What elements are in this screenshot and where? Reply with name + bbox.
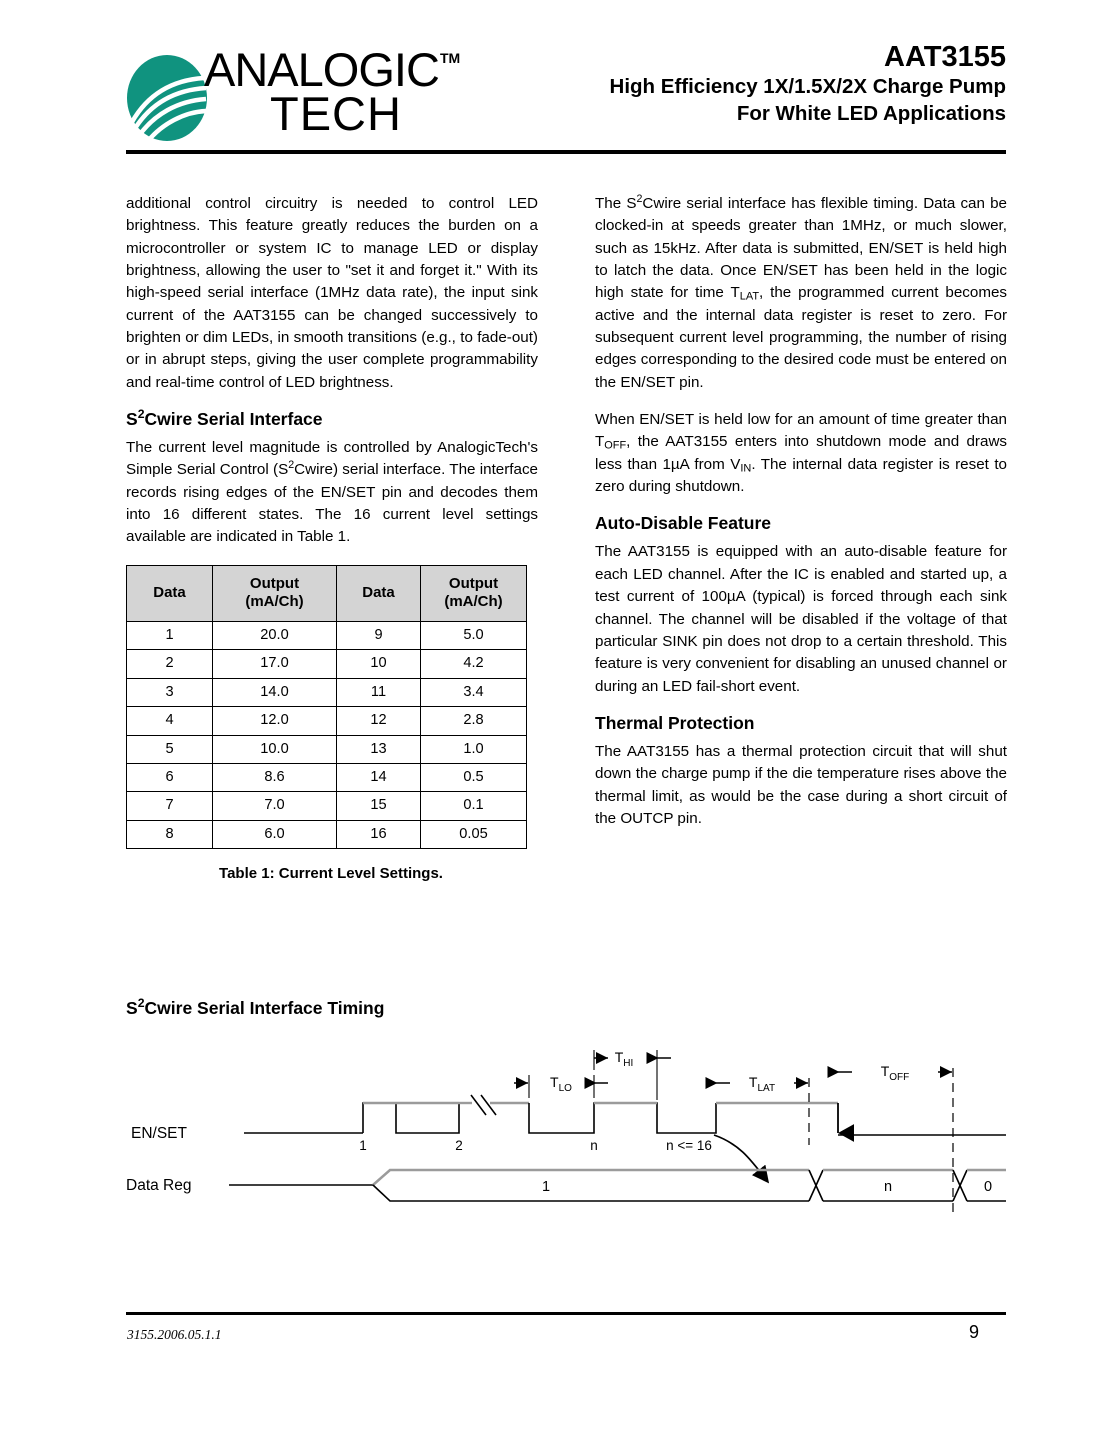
cell-data: 16 xyxy=(337,820,421,848)
cell-output: 5.0 xyxy=(421,621,527,649)
cell-output: 8.6 xyxy=(213,764,337,792)
s2cwire-timing-diagram xyxy=(126,1040,1006,1240)
shutdown-paragraph xyxy=(595,409,1007,498)
dimension-t-lo xyxy=(514,1074,608,1098)
cell-data: 9 xyxy=(337,621,421,649)
pulse-label-n-le-16: n <= 16 xyxy=(666,1138,712,1153)
page-header xyxy=(126,40,1006,148)
analogic-logo-icon xyxy=(126,54,208,142)
serial-timing-paragraph xyxy=(595,193,1007,394)
footer-divider xyxy=(126,1312,1006,1315)
s2cwire-para-part-a: The current level magnitude is controlled by AnalogicTech's Simple Serial Control (S xyxy=(126,439,538,479)
para-part-b: , the AAT3155 enters into shutdown mode and draws less than 1µA from V xyxy=(595,433,1007,473)
datareg-value-0: 0 xyxy=(983,1179,993,1195)
trademark-symbol: TM xyxy=(440,50,461,66)
para-part-c: . The internal data register is reset to zero during shutdown. xyxy=(595,455,1007,496)
table-header-output-1 xyxy=(213,565,337,621)
header-text: Data xyxy=(362,583,395,601)
cell-data: 6 xyxy=(127,764,213,792)
subscript-off: OFF xyxy=(604,440,627,453)
signal-label-datareg: Data Reg xyxy=(126,1177,192,1194)
para-part-a: The S xyxy=(595,195,637,212)
cell-output: 1.0 xyxy=(421,735,527,763)
dimension-t-off xyxy=(838,1063,953,1215)
part-number: AAT3155 xyxy=(884,41,1006,73)
cell-data: 7 xyxy=(127,792,213,820)
header-text-line2: (mA/Ch) xyxy=(245,592,304,610)
cell-data: 15 xyxy=(337,792,421,820)
product-title-line1: High Efficiency 1X/1.5X/2X Charge Pump xyxy=(609,75,1006,99)
cell-output: 17.0 xyxy=(213,650,337,678)
s2cwire-para-part-b: Cwire) serial interface. The interface records rising edges of the EN/SET pin and decodes them into 16 different states. The 16 current level settings available are indicated in Table 1. xyxy=(126,461,538,546)
svg-text:TLO: $T_{LO}$ xyxy=(550,1074,572,1094)
thermal-protection-paragraph: The AAT3155 has a thermal protection circuit that will shut down the charge pump if the die temperature rises above the thermal limit, as would be the case during a short circuit of the OUTCP pin. xyxy=(595,742,1007,827)
table-row xyxy=(127,621,527,649)
table-caption: Table 1: Current Level Settings. xyxy=(219,865,443,883)
s2cwire-para-superscript: 2 xyxy=(288,459,295,472)
logo-text-tech: TECH xyxy=(270,87,402,140)
header-text-line2: (mA/Ch) xyxy=(444,592,503,610)
header-divider xyxy=(126,150,1006,154)
cell-output: 12.0 xyxy=(213,707,337,735)
pulse-label-2: 2 xyxy=(455,1138,463,1153)
document-id: 3155.2006.05.1.1 xyxy=(127,1327,222,1342)
timing-heading-rest: Cwire Serial Interface Timing xyxy=(144,997,385,1018)
heading-s-prefix: S xyxy=(126,409,138,430)
cell-data: 5 xyxy=(127,735,213,763)
header-text: Data xyxy=(153,583,186,601)
table-row xyxy=(127,764,527,792)
section-heading-auto-disable-feature: Auto-Disable Feature xyxy=(595,513,771,534)
svg-text:TOFF: $T_{OFF}$ xyxy=(880,1063,910,1083)
cell-data: 10 xyxy=(337,650,421,678)
cell-output: 2.8 xyxy=(421,707,527,735)
table-header-data-1 xyxy=(127,565,213,621)
cell-output: 10.0 xyxy=(213,735,337,763)
pulse-label-1: 1 xyxy=(359,1138,367,1153)
company-logo xyxy=(126,43,461,148)
table-row xyxy=(127,707,527,735)
dimension-t-lat xyxy=(716,1074,809,1145)
table-header-data-2 xyxy=(337,565,421,621)
cell-data: 14 xyxy=(337,764,421,792)
datareg-value-n: n xyxy=(883,1179,893,1195)
datareg-value-1: 1 xyxy=(541,1179,551,1195)
enset-waveform xyxy=(244,1095,1006,1135)
para-superscript-2: 2 xyxy=(636,192,643,205)
cell-output: 4.2 xyxy=(421,650,527,678)
table-row xyxy=(127,650,527,678)
para-part-a: When EN/SET is held low for an amount of time greater than T xyxy=(595,411,1007,451)
cell-output: 0.1 xyxy=(421,792,527,820)
timing-heading-superscript: 2 xyxy=(137,995,145,1010)
cell-data: 11 xyxy=(337,678,421,706)
svg-text:TLAT: $T_{LAT}$ xyxy=(748,1074,776,1094)
subscript-lat: LAT xyxy=(739,291,759,304)
subscript-in: IN xyxy=(740,462,752,475)
right-column xyxy=(595,193,1007,845)
heading-superscript-2: 2 xyxy=(137,407,145,422)
para-part-b: Cwire serial interface has flexible timing. Data can be clocked-in at speeds greater than 1MHz, or much slower, such as 15kHz. After data is submitted, EN/SET is held high to latch the data. Once EN/SET has been held in the logic high state for time T xyxy=(595,195,1007,302)
current-level-settings-table xyxy=(126,565,527,850)
table-row xyxy=(127,735,527,763)
para-part-c: , the programmed current becomes active and the internal data register is reset to zero. For subsequent current level programming, the number of rising edges corresponding to the desired code must be entered on the EN/SET pin. xyxy=(595,284,1008,391)
svg-text:THI: $T_{HI}$ xyxy=(614,1049,634,1069)
product-title-line2: For White LED Applications xyxy=(736,101,1006,125)
page-number: 9 xyxy=(968,1322,979,1342)
cell-output: 20.0 xyxy=(213,621,337,649)
pulse-label-n: n xyxy=(590,1138,598,1153)
table-row xyxy=(127,792,527,820)
header-titles xyxy=(610,40,1006,128)
dimension-t-hi xyxy=(594,1049,671,1100)
header-text-line1: Output xyxy=(448,575,499,593)
section-heading-thermal-protection: Thermal Protection xyxy=(595,712,755,733)
heading-rest: Cwire Serial Interface xyxy=(144,409,323,430)
s2cwire-paragraph xyxy=(126,437,538,549)
header-text-line1: Output xyxy=(249,575,300,593)
cell-data: 12 xyxy=(337,707,421,735)
table-row xyxy=(127,678,527,706)
signal-label-enset: EN/SET xyxy=(131,1125,187,1142)
current-level-table-wrapper xyxy=(126,565,526,850)
latch-transition-arrow xyxy=(714,1135,768,1182)
cell-output: 14.0 xyxy=(213,678,337,706)
cell-output: 6.0 xyxy=(213,820,337,848)
left-column xyxy=(126,193,538,885)
cell-data: 2 xyxy=(127,650,213,678)
table-header-output-2 xyxy=(421,565,527,621)
cell-data: 1 xyxy=(127,621,213,649)
cell-output: 0.05 xyxy=(421,820,527,848)
cell-data: 4 xyxy=(127,707,213,735)
cell-data: 8 xyxy=(127,820,213,848)
logo-text-analogic: ANALOGIC xyxy=(204,43,439,96)
section-heading-s2cwire-serial-interface-timing xyxy=(126,995,385,1019)
table-header-row xyxy=(127,565,527,621)
auto-disable-paragraph: The AAT3155 is equipped with an auto-disable feature for each LED channel. After the IC is enabled and started up, a test current of 100µA (typical) is forced through each sink channel. The channel will be disabled if the voltage of that particular SINK pin does not drop to a certain threshold. This feature is very convenient for disabling an unused channel or during an LED fail-short event. xyxy=(595,543,1007,695)
cell-output: 7.0 xyxy=(213,792,337,820)
intro-paragraph: additional control circuitry is needed to control LED brightness. This feature greatly reduces the burden on a microcontroller or system IC to manage LED or display brightness, allowing the user to "set it and forget it." With its high-speed serial interface (1MHz data rate), the input sink current of the AAT3155 can be changed successively to brighten or dim LEDs, in smooth transitions (e.g., to fade-out) or in abrupt steps, giving the user complete programmability and real-time control of LED brightness. xyxy=(126,195,538,391)
cell-data: 3 xyxy=(127,678,213,706)
logo-wordmark xyxy=(204,43,464,148)
table-body xyxy=(127,621,527,849)
cell-output: 0.5 xyxy=(421,764,527,792)
section-heading-s2cwire-serial-interface xyxy=(126,409,538,430)
cell-data: 13 xyxy=(337,735,421,763)
cell-output: 3.4 xyxy=(421,678,527,706)
table-row xyxy=(127,820,527,848)
timing-heading-prefix: S xyxy=(126,997,138,1018)
